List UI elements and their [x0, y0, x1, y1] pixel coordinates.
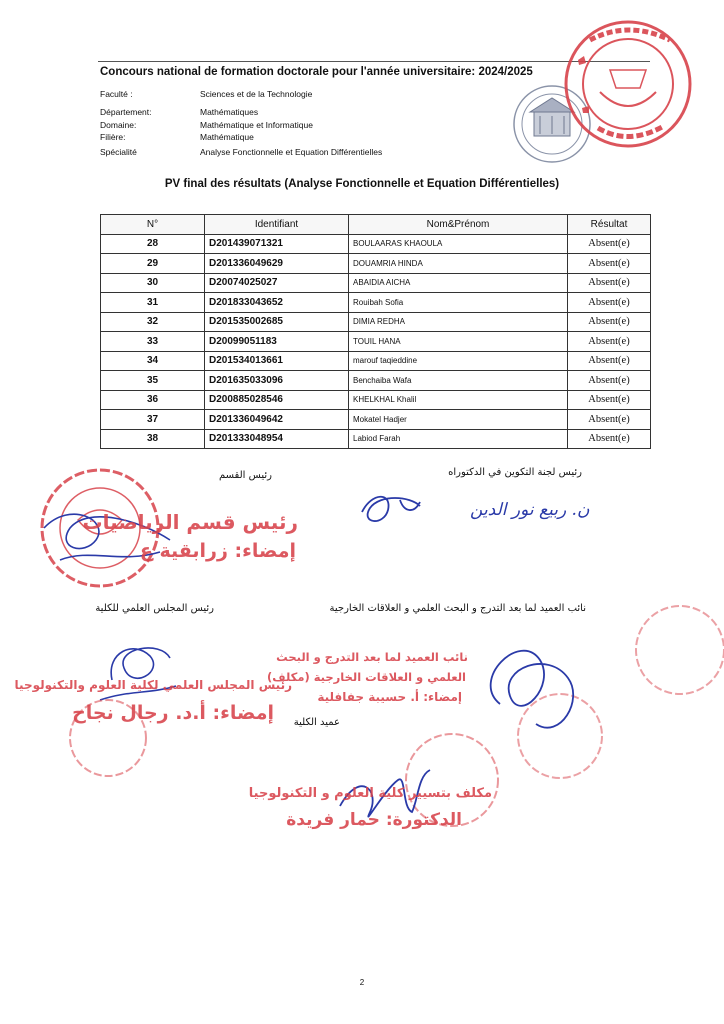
meta-label: Département:: [100, 107, 152, 118]
row-name-cell: Rouibah Sofia: [349, 293, 568, 313]
row-id-cell: D201439071321: [205, 234, 349, 254]
row-result-cell: Absent(e): [568, 371, 651, 391]
signature-title-dept-head: رئيس القسم: [218, 470, 272, 481]
row-result-cell: Absent(e): [568, 410, 651, 430]
row-result-cell: Absent(e): [568, 351, 651, 371]
row-number-cell: 29: [101, 254, 205, 274]
row-number-cell: 28: [101, 234, 205, 254]
results-subtitle: PV final des résultats (Analyse Fonctionnelle et Equation Différentielles): [164, 178, 560, 190]
row-id-cell: D20099051183: [205, 332, 349, 352]
row-name-cell: Mokatel Hadjer: [349, 410, 568, 430]
signature-title-doctoral-committee: رئيس لجنة التكوين في الدكتوراه: [448, 467, 582, 478]
row-number-cell: 38: [101, 429, 205, 449]
row-name-cell: ABAIDIA AICHA: [349, 273, 568, 293]
row-result-cell: Absent(e): [568, 390, 651, 410]
row-result-cell: Absent(e): [568, 312, 651, 332]
row-id-cell: D20074025027: [205, 273, 349, 293]
row-result-cell: Absent(e): [568, 293, 651, 313]
signature-title-scientific-council: رئيس المجلس العلمي للكلية: [95, 603, 214, 614]
row-result-cell: Absent(e): [568, 234, 651, 254]
meta-value: Sciences et de la Technologie: [200, 89, 313, 99]
council-stamp-line2: إمضاء: أ.د. رجال نجاح: [72, 702, 274, 724]
meta-label: Faculté :: [100, 89, 133, 99]
dean-stamp-line1: مكلف بتسيير كلية العلوم و التكنولوجيا: [248, 786, 492, 801]
meta-label: Domaine:: [100, 119, 137, 130]
page-number: 2: [359, 978, 365, 987]
column-header-name: Nom&Prénom: [349, 215, 568, 235]
row-number-cell: 32: [101, 312, 205, 332]
meta-value: Analyse Fonctionnelle et Equation Différentielles: [200, 146, 383, 157]
row-id-cell: D200885028546: [205, 390, 349, 410]
row-number-cell: 35: [101, 371, 205, 391]
row-name-cell: Labiod Farah: [349, 429, 568, 449]
row-number-cell: 30: [101, 273, 205, 293]
row-name-cell: Benchaiba Wafa: [349, 371, 568, 391]
row-id-cell: D201534013661: [205, 351, 349, 371]
row-number-cell: 37: [101, 410, 205, 430]
document-title: Concours national de formation doctorale pour l'année universitaire: 2024/2025: [100, 66, 533, 78]
column-header-id: Identifiant: [205, 215, 349, 235]
row-id-cell: D201333048954: [205, 429, 349, 449]
row-result-cell: Absent(e): [568, 273, 651, 293]
meta-label: Filière:: [100, 132, 126, 143]
row-result-cell: Absent(e): [568, 332, 651, 352]
signature-title-dean: عميد الكلية: [293, 717, 340, 728]
row-id-cell: D201635033096: [205, 371, 349, 391]
vice-dean-stamp-line1: نائب العميد لما بعد التدرج و البحث: [276, 650, 468, 664]
vice-dean-stamp-line3: إمضاء: أ. حسيبة جفافلية: [317, 690, 462, 704]
doctoral-committee-handwritten-name: ن. ربيع نور الدين: [470, 500, 590, 520]
row-number-cell: 33: [101, 332, 205, 352]
meta-value: Mathématiques: [200, 107, 259, 118]
row-result-cell: Absent(e): [568, 429, 651, 449]
meta-value: Mathématique et Informatique: [200, 119, 313, 130]
row-id-cell: D201535002685: [205, 312, 349, 332]
council-stamp-line1: رئيس المجلس العلمي لكلية العلوم والتكنولوجيا: [14, 678, 292, 692]
row-number-cell: 31: [101, 293, 205, 313]
row-name-cell: BOULAARAS KHAOULA: [349, 234, 568, 254]
column-header-result: Résultat: [568, 215, 651, 235]
vice-dean-round-stamp: [518, 606, 724, 778]
row-name-cell: TOUIL HANA: [349, 332, 568, 352]
row-id-cell: D201336049642: [205, 410, 349, 430]
row-number-cell: 36: [101, 390, 205, 410]
vice-dean-stamp-line2: العلمي و العلاقات الخارجية (مكلف): [267, 670, 466, 684]
meta-value: Mathématique: [200, 132, 254, 143]
row-number-cell: 34: [101, 351, 205, 371]
vice-dean-signature: [491, 651, 574, 728]
dept-stamp-line1: رئيس قسم الرياضيات: [82, 510, 298, 534]
meta-label: Spécialité: [100, 146, 137, 157]
row-name-cell: marouf taqieddine: [349, 351, 568, 371]
row-id-cell: D201833043652: [205, 293, 349, 313]
row-name-cell: DOUAMRIA HINDA: [349, 254, 568, 274]
signature-title-vice-dean: نائب العميد لما بعد التدرج و البحث العلمي و العلاقات الخارجية: [329, 603, 586, 614]
dean-stamp-line2: الدكتورة: حمار فريدة: [286, 810, 462, 830]
row-id-cell: D201336049629: [205, 254, 349, 274]
row-name-cell: KHELKHAL Khalil: [349, 390, 568, 410]
scientific-council-signature: [100, 648, 176, 700]
doctoral-committee-signature: [362, 497, 420, 521]
row-name-cell: DIMIA REDHA: [349, 312, 568, 332]
column-header-number: N°: [101, 215, 205, 235]
dept-stamp-line2: إمضاء: زرابقية ع: [139, 540, 296, 562]
row-result-cell: Absent(e): [568, 254, 651, 274]
